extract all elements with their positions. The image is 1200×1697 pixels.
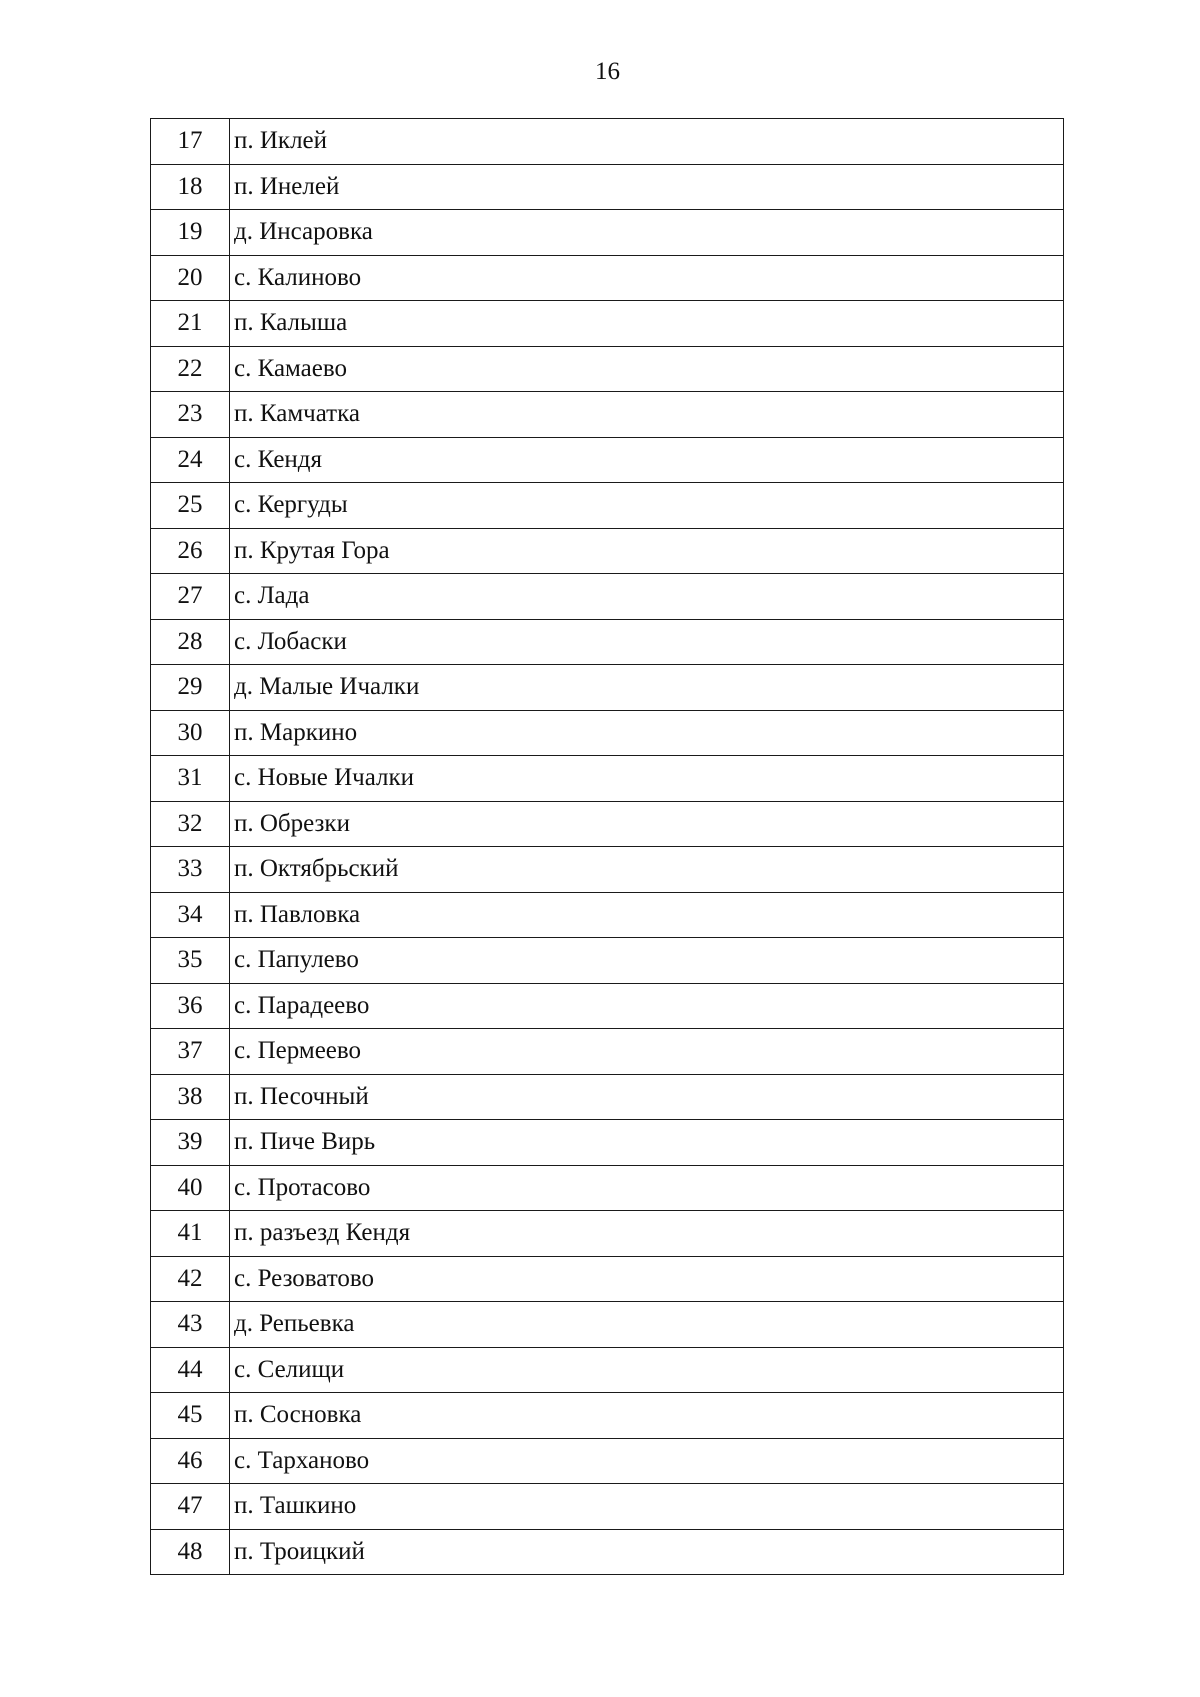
settlement-name-cell: с. Селищи bbox=[230, 1347, 1064, 1393]
table-row bbox=[151, 483, 1064, 529]
row-number-cell: 19 bbox=[151, 210, 230, 256]
table-row bbox=[151, 1211, 1064, 1257]
settlement-name-cell: п. разъезд Кендя bbox=[230, 1211, 1064, 1257]
settlement-name-cell: п. Песочный bbox=[230, 1074, 1064, 1120]
settlement-name-cell: д. Инсаровка bbox=[230, 210, 1064, 256]
row-number-cell: 37 bbox=[151, 1029, 230, 1075]
table-row bbox=[151, 574, 1064, 620]
settlement-name-cell: с. Папулево bbox=[230, 938, 1064, 984]
row-number-cell: 38 bbox=[151, 1074, 230, 1120]
settlement-name-cell: с. Пермеево bbox=[230, 1029, 1064, 1075]
table-row bbox=[151, 1347, 1064, 1393]
settlement-name-cell: п. Павловка bbox=[230, 892, 1064, 938]
settlement-name-cell: с. Тарханово bbox=[230, 1438, 1064, 1484]
table-row bbox=[151, 1074, 1064, 1120]
settlement-name-cell: п. Иклей bbox=[230, 119, 1064, 165]
settlement-name-cell: с. Кендя bbox=[230, 437, 1064, 483]
row-number-cell: 40 bbox=[151, 1165, 230, 1211]
table-row bbox=[151, 710, 1064, 756]
row-number-cell: 36 bbox=[151, 983, 230, 1029]
table-row bbox=[151, 528, 1064, 574]
table-row bbox=[151, 1438, 1064, 1484]
table-row bbox=[151, 619, 1064, 665]
table-row bbox=[151, 210, 1064, 256]
row-number-cell: 45 bbox=[151, 1393, 230, 1439]
settlement-name-cell: д. Репьевка bbox=[230, 1302, 1064, 1348]
table-row bbox=[151, 119, 1064, 165]
row-number-cell: 21 bbox=[151, 301, 230, 347]
table-row bbox=[151, 1029, 1064, 1075]
settlement-name-cell: п. Инелей bbox=[230, 164, 1064, 210]
settlement-name-cell: п. Сосновка bbox=[230, 1393, 1064, 1439]
table-row bbox=[151, 892, 1064, 938]
settlement-name-cell: с. Парадеево bbox=[230, 983, 1064, 1029]
row-number-cell: 34 bbox=[151, 892, 230, 938]
settlement-name-cell: с. Кергуды bbox=[230, 483, 1064, 529]
settlement-name-cell: п. Обрезки bbox=[230, 801, 1064, 847]
row-number-cell: 25 bbox=[151, 483, 230, 529]
table-row bbox=[151, 437, 1064, 483]
row-number-cell: 29 bbox=[151, 665, 230, 711]
table-row bbox=[151, 164, 1064, 210]
table-row bbox=[151, 1256, 1064, 1302]
table-row bbox=[151, 801, 1064, 847]
row-number-cell: 42 bbox=[151, 1256, 230, 1302]
settlement-name-cell: п. Камчатка bbox=[230, 392, 1064, 438]
row-number-cell: 41 bbox=[151, 1211, 230, 1257]
row-number-cell: 24 bbox=[151, 437, 230, 483]
settlement-name-cell: п. Крутая Гора bbox=[230, 528, 1064, 574]
row-number-cell: 32 bbox=[151, 801, 230, 847]
page-number: 16 bbox=[595, 58, 620, 85]
row-number-cell: 23 bbox=[151, 392, 230, 438]
row-number-cell: 35 bbox=[151, 938, 230, 984]
row-number-cell: 28 bbox=[151, 619, 230, 665]
table-row bbox=[151, 1302, 1064, 1348]
settlements-table bbox=[150, 118, 1064, 1575]
row-number-cell: 31 bbox=[151, 756, 230, 802]
settlements-table-body bbox=[151, 119, 1064, 1575]
row-number-cell: 44 bbox=[151, 1347, 230, 1393]
settlement-name-cell: п. Пиче Вирь bbox=[230, 1120, 1064, 1166]
table-row bbox=[151, 1165, 1064, 1211]
settlement-name-cell: с. Камаево bbox=[230, 346, 1064, 392]
row-number-cell: 33 bbox=[151, 847, 230, 893]
row-number-cell: 30 bbox=[151, 710, 230, 756]
settlement-name-cell: д. Малые Ичалки bbox=[230, 665, 1064, 711]
settlement-name-cell: с. Резоватово bbox=[230, 1256, 1064, 1302]
settlement-name-cell: п. Калыша bbox=[230, 301, 1064, 347]
settlement-name-cell: п. Октябрьский bbox=[230, 847, 1064, 893]
table-row bbox=[151, 346, 1064, 392]
row-number-cell: 27 bbox=[151, 574, 230, 620]
settlement-name-cell: с. Протасово bbox=[230, 1165, 1064, 1211]
settlement-name-cell: п. Ташкино bbox=[230, 1484, 1064, 1530]
row-number-cell: 46 bbox=[151, 1438, 230, 1484]
table-row bbox=[151, 983, 1064, 1029]
row-number-cell: 22 bbox=[151, 346, 230, 392]
table-row bbox=[151, 301, 1064, 347]
row-number-cell: 17 bbox=[151, 119, 230, 165]
row-number-cell: 47 bbox=[151, 1484, 230, 1530]
table-row bbox=[151, 1393, 1064, 1439]
row-number-cell: 43 bbox=[151, 1302, 230, 1348]
table-row bbox=[151, 665, 1064, 711]
row-number-cell: 26 bbox=[151, 528, 230, 574]
settlement-name-cell: с. Лобаски bbox=[230, 619, 1064, 665]
row-number-cell: 20 bbox=[151, 255, 230, 301]
settlement-name-cell: с. Калиново bbox=[230, 255, 1064, 301]
settlement-name-cell: с. Новые Ичалки bbox=[230, 756, 1064, 802]
row-number-cell: 39 bbox=[151, 1120, 230, 1166]
table-row bbox=[151, 756, 1064, 802]
row-number-cell: 18 bbox=[151, 164, 230, 210]
settlement-name-cell: п. Троицкий bbox=[230, 1529, 1064, 1575]
row-number-cell: 48 bbox=[151, 1529, 230, 1575]
table-row bbox=[151, 847, 1064, 893]
settlement-name-cell: п. Маркино bbox=[230, 710, 1064, 756]
table-row bbox=[151, 1484, 1064, 1530]
table-row bbox=[151, 1529, 1064, 1575]
table-row bbox=[151, 255, 1064, 301]
table-row bbox=[151, 938, 1064, 984]
table-row bbox=[151, 1120, 1064, 1166]
settlement-name-cell: с. Лада bbox=[230, 574, 1064, 620]
table-row bbox=[151, 392, 1064, 438]
